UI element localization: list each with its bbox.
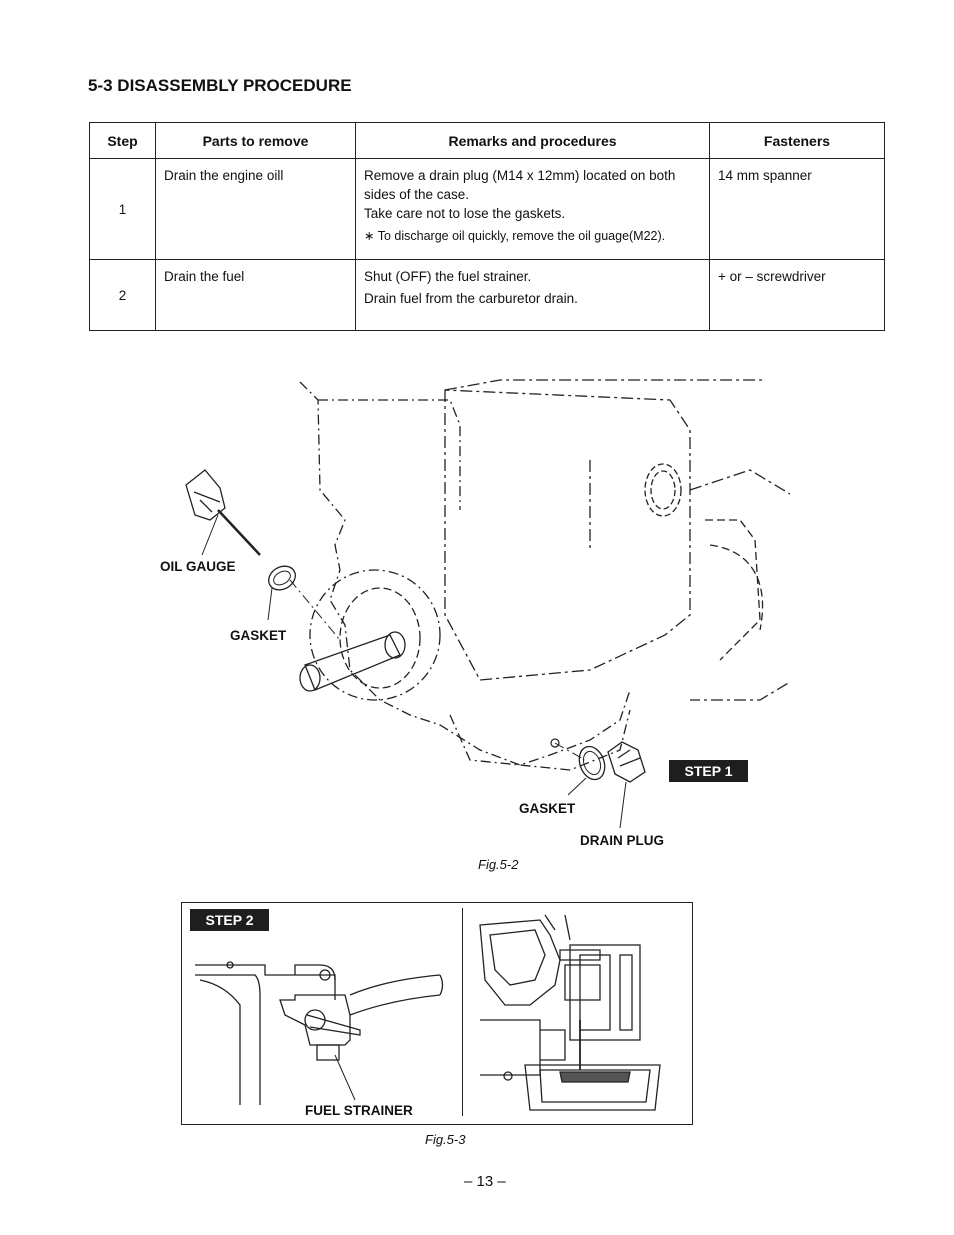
table-header-row xyxy=(90,123,885,159)
fuel-strainer-label: FUEL STRAINER xyxy=(305,1103,413,1118)
oil-gauge-label: OIL GAUGE xyxy=(160,559,236,574)
gasket-lower-label: GASKET xyxy=(519,801,576,816)
table-row xyxy=(90,159,885,260)
part-to-remove: Drain the fuel xyxy=(156,260,356,331)
figure-caption: Fig.5-2 xyxy=(478,857,519,872)
remark-line: Remove a drain plug (M14 x 12mm) located on both sides of the case. xyxy=(364,168,676,202)
fuel-strainer-illustration xyxy=(185,935,450,1105)
drain-plug-label: DRAIN PLUG xyxy=(580,833,664,848)
figure-divider xyxy=(462,908,463,1116)
table-row xyxy=(90,260,885,331)
remarks-cell xyxy=(356,260,710,331)
col-remarks: Remarks and procedures xyxy=(356,123,710,159)
col-fasteners: Fasteners xyxy=(710,123,885,159)
step-1-badge: STEP 1 xyxy=(669,760,748,782)
remark-note: ∗ To discharge oil quickly, remove the oil guage(M22). xyxy=(364,229,666,243)
fastener-cell: + or – screwdriver xyxy=(710,260,885,331)
carburetor-drain-illustration xyxy=(470,910,685,1115)
remark-line: Shut (OFF) the fuel strainer. xyxy=(364,269,532,284)
drain-plug-part xyxy=(608,742,645,782)
fastener-cell: 14 mm spanner xyxy=(710,159,885,260)
col-parts: Parts to remove xyxy=(156,123,356,159)
remarks-cell xyxy=(356,159,710,260)
remark-line: Drain fuel from the carburetor drain. xyxy=(364,291,578,306)
disassembly-table xyxy=(89,122,885,331)
remark-line: Take care not to lose the gaskets. xyxy=(364,206,566,221)
page-number: – 13 – xyxy=(464,1173,506,1190)
step-number: 2 xyxy=(90,260,156,331)
step-2-badge: STEP 2 xyxy=(190,909,269,931)
step-number: 1 xyxy=(90,159,156,260)
figure-caption: Fig.5-3 xyxy=(425,1132,466,1147)
section-title: 5-3 DISASSEMBLY PROCEDURE xyxy=(88,76,352,95)
col-step: Step xyxy=(90,123,156,159)
oil-gauge-part xyxy=(186,470,260,555)
part-to-remove: Drain the engine oill xyxy=(156,159,356,260)
gasket-upper-label: GASKET xyxy=(230,628,287,643)
